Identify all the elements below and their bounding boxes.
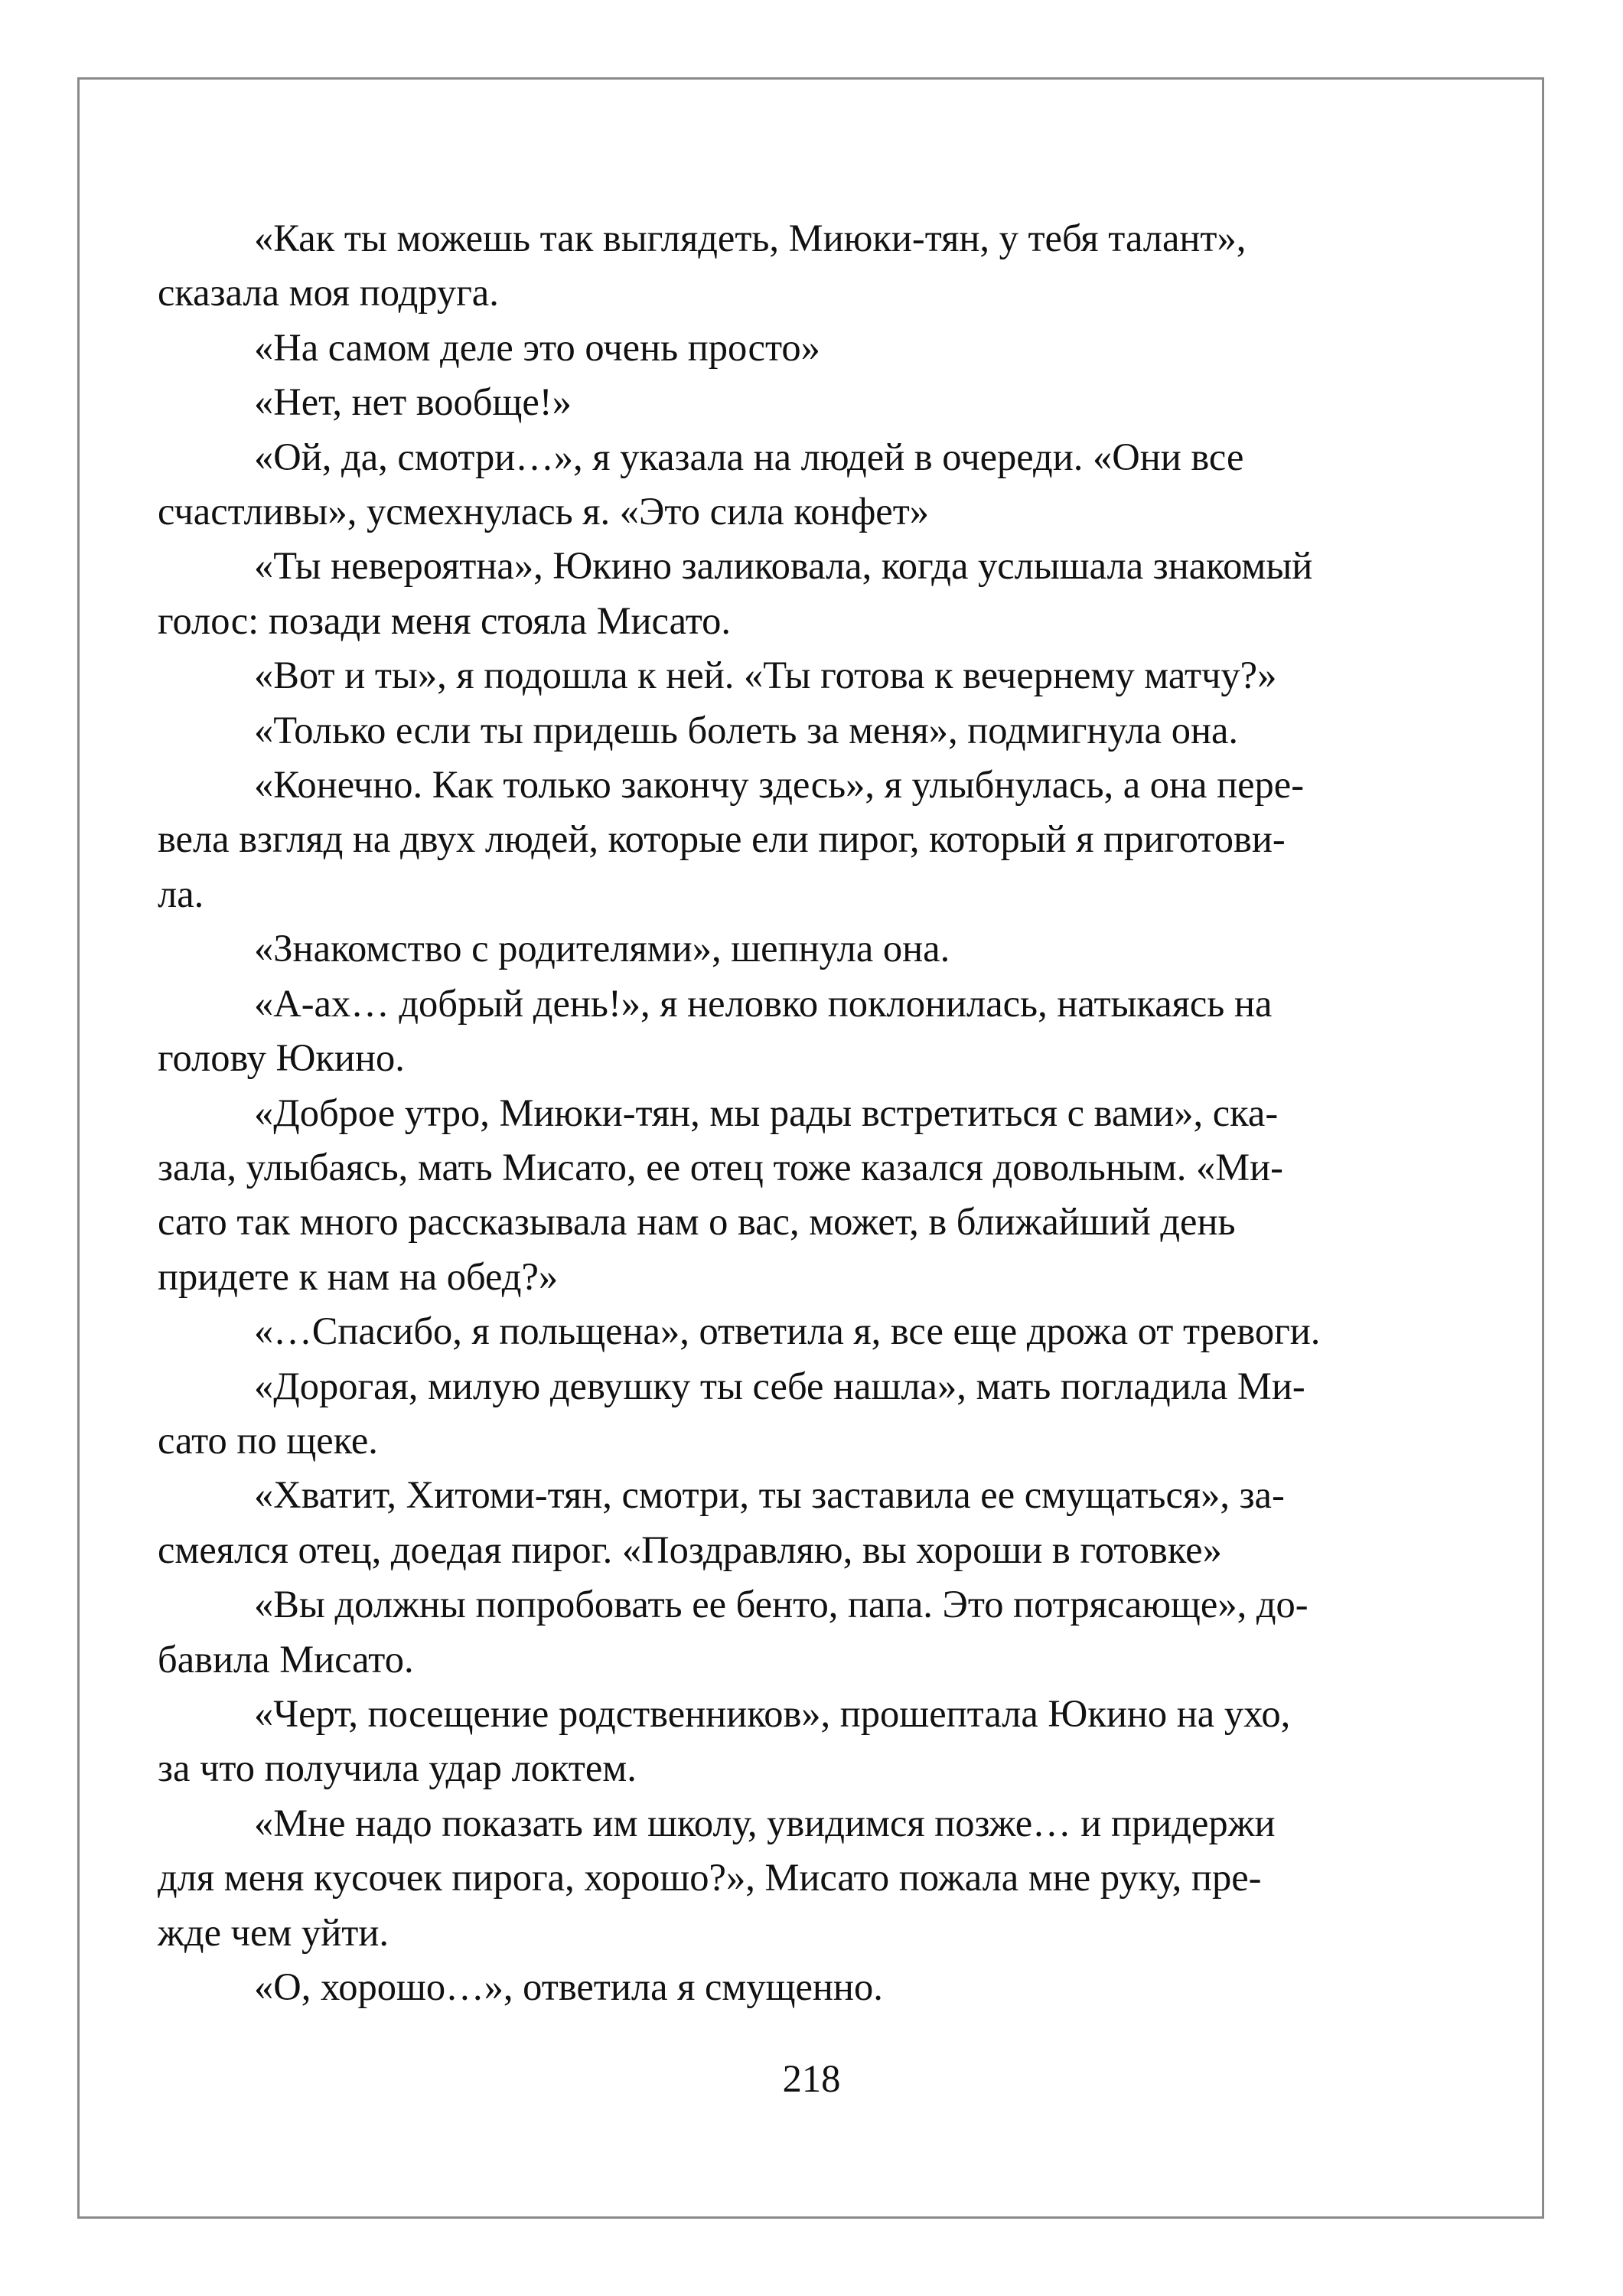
paragraph-10: «А-ах… добрый день!», я неловко поклонилась, натыкаясь на голову Юкино. xyxy=(158,981,1273,1080)
page-number: 218 xyxy=(782,2057,841,2100)
paragraph-7: «Только если ты придешь болеть за меня», подмигнула она. xyxy=(254,708,1239,752)
text-body xyxy=(158,211,1468,2014)
paragraph-5: «Ты невероятна», Юкино заликовала, когда услышала знакомый голос: позади меня стояла Мисато. xyxy=(158,544,1313,642)
paragraph-15: «Вы должны попробовать ее бенто, папа. Это потрясающе», до- бавила Мисато. xyxy=(158,1583,1309,1681)
paragraph-11: «Доброе утро, Миюки-тян, мы рады встретиться с вами», ска- зала, улыбаясь, мать Мисато, ее отец тоже казался довольным. «Ми- сато так много рассказывала нам о вас, может, в ближайший день придете к нам на обед?» xyxy=(158,1091,1283,1298)
paragraph-18: «О, хорошо…», ответила я смущенно. xyxy=(254,1965,883,2008)
paragraph-14: «Хватит, Хитоми-тян, смотри, ты заставила ее смущаться», за- смеялся отец, доедая пирог. «Поздравляю, вы хороши в готовке» xyxy=(158,1473,1285,1571)
paragraph-3: «Нет, нет вообще!» xyxy=(254,380,572,424)
paragraph-1: «Как ты можешь так выглядеть, Миюки-тян, у тебя талант», сказала моя подруга. xyxy=(158,217,1247,315)
paragraph-8: «Конечно. Как только закончу здесь», я улыбнулась, а она пере- вела взгляд на двух людей, которые ели пирог, который я приготови- ла. xyxy=(158,763,1305,915)
paragraph-6: «Вот и ты», я подошла к ней. «Ты готова к вечернему матчу?» xyxy=(254,654,1277,697)
paragraph-2: «На самом деле это очень просто» xyxy=(254,325,820,369)
paragraph-17: «Мне надо показать им школу, увидимся позже… и придержи для меня кусочек пирога, хорошо?», Мисато пожала мне руку, пре- жде чем уйти. xyxy=(158,1801,1276,1954)
paragraph-13: «Дорогая, милую девушку ты себе нашла», мать погладила Ми- сато по щеке. xyxy=(158,1364,1305,1462)
paragraph-16: «Черт, посещение родственников», прошептала Юкино на ухо, за что получила удар локтем. xyxy=(158,1691,1291,1790)
paragraph-9: «Знакомство с родителями», шепнула она. xyxy=(254,927,950,970)
paragraph-4: «Ой, да, смотри…», я указала на людей в очереди. «Они все счастливы», усмехнулась я. «Это сила конфет» xyxy=(158,435,1244,533)
paragraph-12: «…Спасибо, я польщена», ответила я, все еще дрожа от тревоги. xyxy=(254,1309,1321,1353)
